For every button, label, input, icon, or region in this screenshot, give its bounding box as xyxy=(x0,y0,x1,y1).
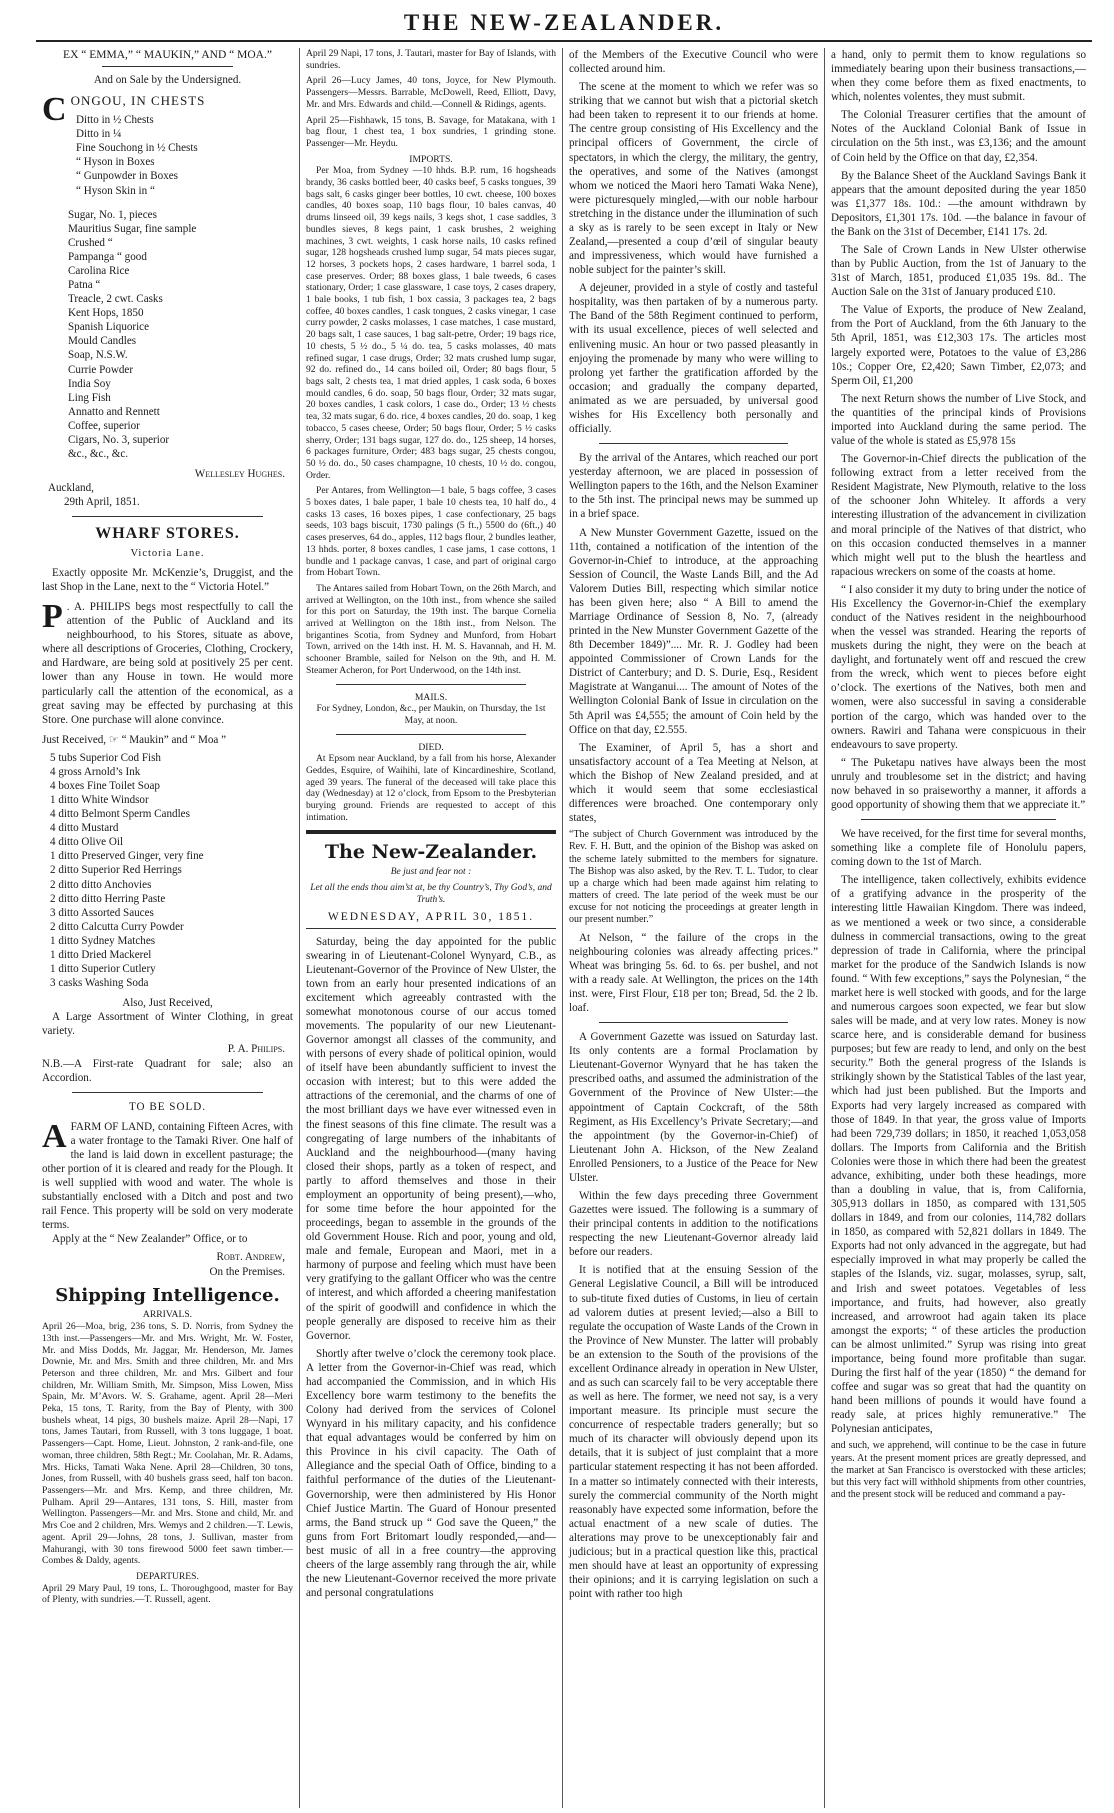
col4-treasurer: The Colonial Treasurer certifies that the amount of Notes of the Auckland Colonial Bank of Issue in circulation on the 5th inst., was £3,136; and the amount of Coin held by the Office on that day, £2,354. xyxy=(831,109,1086,164)
goods-list xyxy=(68,208,293,461)
list-item: 2 ditto ditto Herring Paste xyxy=(50,892,166,905)
wharf-paragraph: Exactly opposite Mr. McKenzie’s, Druggist, and the last Shop in the Lane, next to the “ Victoria Hotel.” xyxy=(42,566,293,593)
list-item: 1 ditto Sydney Matches xyxy=(50,934,156,947)
wharf-stores-heading: WHARF STORES. xyxy=(95,525,240,543)
list-item: Patna “ xyxy=(68,279,101,292)
drop-cap: C xyxy=(42,90,67,128)
divider-thick xyxy=(306,830,556,834)
andrew-signature: Robt. Andrew, xyxy=(216,1251,285,1264)
news-gazette: A New Munster Government Gazette, issued on the 11th, contained a notification of the intention of the Governor-in-Chief to introduce, at the approaching Session of Council, the Waste Lands Bill, and the Ad Valorem Duties Bill, respecting which similar notice has been given here; also “ A Bill to amend the Marriage Ordinance of Session 8, No. 7, (already printed in the New Munster Government Gazette of the 8th December 1849)”.... Mr. R. J. Godley had been appointed Commissioner of Crown Lands for the District of Canterbury; and D. S. Durie, Esq., Resident Magistrate at Wanganui.... The amount of Notes of the Wellington Colonial Bank of Issue in circulation on the 5th April was £4,555; the amount of Coin held by the Office on that day, £2.555. xyxy=(569,526,818,736)
editorial-p4: The scene at the moment to which we refer was so striking that we cannot but wish that a pictorial sketch had been taken to represent it to our friends at home. The centre group consisting of His Excellency and the principal officers of Government, the circle of spectators, in which the clergy, the military, the gentry, the operatives, and some of the Natives (amongst whom we noticed the Maori hero Tamati Waka Nene), were picturesquely mingled,—with our noble harbour stretching in the distance under the illumination of such a sky as is rarely to be seen except in Italy or New Zealand,—presented a coup d’œil of singular beauty and impressiveness, which would have furnished a noble subject for the painter’s skill. xyxy=(569,81,818,277)
divider xyxy=(72,1092,263,1093)
motto-line-2: Let all the ends thou aim’st at, be thy Country’s, Thy God’s, and Truth’s. xyxy=(310,882,552,905)
died-text: At Epsom near Auckland, by a fall from his horse, Alexander Geddes, Esquire, of Waihihi, late of Kincardineshire, Scotland, aged 39 years. The funeral of the deceased will take place this day (Wednesday) at 12 o’clock, from Epsom to the Presbyterian burying ground. Friends are requested to accept of this intimation. xyxy=(306,753,556,823)
col4-crown-lands: The Sale of Crown Lands in New Ulster otherwise than by Public Auction, from the 1st of January to the 31st of March, 1851, produced £1,035 19s. 8d.. The Auction Sale on the 31st of January produced £10. xyxy=(831,244,1086,299)
masthead: THE NEW-ZEALANDER. xyxy=(403,10,725,35)
wharf-stores-sub: Victoria Lane. xyxy=(130,547,205,559)
mails-text: For Sydney, London, &c., per Maukin, on Thursday, the 1st May, at noon. xyxy=(316,703,546,726)
list-item: Mould Candles xyxy=(68,335,137,348)
list-item: 2 ditto ditto Anchovies xyxy=(50,878,152,891)
list-item: Sugar, No. 1, pieces xyxy=(68,208,157,221)
wellesley-signature: Wellesley Hughes. xyxy=(194,468,285,481)
just-received: Just Received, ☞ “ Maukin” and “ Moa ” xyxy=(42,733,227,746)
napi-departure: April 29 Napi, 17 tons, J. Tautari, master for Bay of Islands, with sundries. xyxy=(306,48,556,71)
masthead-rule xyxy=(36,40,1092,42)
also-paragraph: A Large Assortment of Winter Clothing, in great variety. xyxy=(42,1011,293,1038)
editorial-p1: Saturday, being the day appointed for the public swearing in of Lieutenant-Colonel Wynyard, C.B., as Lieutenant-Governor of the Province of New Ulster, the town from an early hour presented indications of an excitement which agreeably contrasted with the somewhat monotonous course of our accus tomed movements. The popularity of our new Lieutenant-Governor amongst all classes of the community, and with persons of every shade of political opinion, would of itself have been abundantly sufficient to invest the occasion with interest; but to this were added the attractions of the ceremonial, and the charms of one of the most brilliant days we have ever witnessed even in the finest seasons of this fine climate. The result was a congregating of large numbers of the inhabitants of Auckland and the neighbourhood—(many having closed their shops, partly as a token of respect, and partly to afford themselves and those in their employment an opportunity of being present),—who, for some time before the hour appointed for the proceedings, began to assemble in the grounds of the old Government House. Rich and poor, young and old, male and female, European and Maori, met in a harmony of purpose and feeling which must have been very gratifying to the gallant Officer who was the centre of interest, and which afforded a cheering manifestation of the spirit of goodwill and confidence in which the people generally are disposed to receive him as their Governor. xyxy=(306,935,556,1342)
editorial-p2: Shortly after twelve o’clock the ceremony took place. A letter from the Governor-in-Chief was read, which had accompanied the Commission, and in which His Excellency bore warm testimony to the benefits the Colony had derived from the services of Colonel Wynyard in his military capacity, and his confidence that equal advantages would be conferred by him on this Province in his civil capacity. The Oath of Allegiance and the special Oath of Office, binding to a faithful performance of the duties of the Lieutenant-Governorship, were then administered by His Honor Chief Justice Martin. The Guard of Honour presented arms, the Band struck up “ God save the Queen,” the guns from Fort Britomart loudly responded,—and—best music of all in a free country—the approving cheers of the large assembly rang through the air, while the new Lieutenant-Governor received the more private and personal congratulations xyxy=(306,1347,556,1600)
col4-savings-bank: By the Balance Sheet of the Auckland Savings Bank it appears that the amount deposited during the year 1850 was £1,377 18s. 10d.: —the amount withdrawn by Depositors, £1,301 17s. 10d. —the balance in favour of the Bank on the 31st of December, £141 17s. 2d. xyxy=(831,169,1086,238)
col4-intelligence: The intelligence, taken collectively, exhibits evidence of a gratifying advance in the prosperity of the interesting little Hawaiian Kingdom. There was indeed, as we mentioned a week or two since, a considerable dulness in commercial transactions, owing to the great depression of trade in California, where the principal market for the produce of the Sandwich Islands is now found. “ With few exceptions,” says the Polynesian, “ the market here is well stocked with goods, and for the large and numerous cargoes soon expected, we fear but slow sales will be made, and at very low rates. Money is now scarce here, and is considerable demand for business purposes; but few are ready to lend, and only on the best security.” Both the general progress of the Islands is strikingly shown by the Statistical Tables of the last year, which had just been published. But the Imports and Exports had very largely increased as compared with those of 1849. In that year, the gross value of Imports had been 729,739 dollars; in 1850, it reached 1,053,058 dollars. The Imports from California and the British Colonies were those in which there had been the greatest advance, exhibiting, under both these headings, more than a doubling in value, that is, from California, 305,913 dollars in 1850, as compared with 131,505 dollars in 1849, and from our colonies, 114,782 dollars in 1850, as compared with 52,821 dollars in 1849. The Exports had not only advanced in the aggregate, but had especially improved in what may properly be called the staples of the Islands, viz. sugar, molasses, syrup, salt, and Irish and sweet potatoes. Vegetables of less importance, and fruits, had however, also greatly increased, and arrowroot had again taken its place amongst the exports; “ of these articles the production can be almost unlimited.” Syrup was rising into great importance, being found more profitable than sugar. During the first half of the year (1850) “ the demand for coffee and sugar was so great that had the quantity on hand been millions of pounds it would have found a ready sale, at prices highly remunerative.” The Polynesian anticipates, xyxy=(831,874,1086,1436)
list-item: Ditto in ½ Chests xyxy=(76,114,154,127)
editorial-p5: A dejeuner, provided in a style of costly and tasteful hospitality, was then partaken of by a numerous party. The Band of the 58th Regiment continued to perform, with its usual excellence, pieces of well selected and enlivening music. An hour or two passed pleasantly in enjoying the promenade by many who were willing to prolong yet farther the gratification afforded by the occasion; and gradually the company departed, animated as we are persuaded, by universal good wishes for His Excellency both personally and officially. xyxy=(569,282,818,436)
list-item: 3 casks Washing Soda xyxy=(50,977,149,990)
col4-puketapu: “ The Puketapu natives have always been the most unruly and troublesome set in the district; and having now behaved in so praiseworthy a manner, it affords a good opportunity of showing them that we appreciate it.” xyxy=(831,756,1086,811)
list-item: Cigars, No. 3, superior xyxy=(68,433,170,446)
column-4 xyxy=(824,48,1092,1808)
congou-heading: C ONGOU, IN CHESTS xyxy=(42,90,206,128)
list-item: 2 ditto Calcutta Curry Powder xyxy=(50,920,184,933)
ship-ad-sub: And on Sale by the Undersigned. xyxy=(93,73,242,86)
examiner-quote: “The subject of Church Government was introduced by the Rev. F. H. Butt, and the opinion of the Bishop was asked on the scheme lately submitted to the members for signature. The Bishop was also asked, by the Rev. T. L. Tudor, to clear up a charge which had been made against him relating to matters of creed. The late period of the week must be our excuse for not noticing the proceedings at greater length in our present number.” xyxy=(569,829,818,926)
issue-date: WEDNESDAY, APRIL 30, 1851. xyxy=(306,910,556,929)
col4-p1: a hand, only to permit them to know regulations so immediately bearing upon their business transactions,—when they come before them as fixed enactments, to which, nolentes volentes, they must submit. xyxy=(831,49,1086,104)
list-item: Fine Souchong in ½ Chests xyxy=(76,142,198,155)
divider xyxy=(599,443,788,444)
list-item: Coffee, superior xyxy=(68,419,140,432)
paper-title: The New-Zealander. xyxy=(324,840,538,863)
list-item: 1 ditto Superior Cutlery xyxy=(50,963,156,976)
col4-honolulu: We have received, for the first time for several months, something like a complete file of Honolulu papers, coming down to the 1st of March. xyxy=(831,828,1086,869)
moa-imports: Per Moa, from Sydney —10 hhds. B.P. rum, 16 hogsheads brandy, 36 casks bottled beer, 40 casks beef, 5 casks tongues, 39 bags salt, 6 casks ginger beer bottles, 10 cwt. cheese, 100 boxes candles, 40 boxes soap, 110 bags flour, 10 bales canvas, 40 drums linseed oil, 39 kegs nails, 3 kegs shot, 1 case saddles, 3 bundles sieves, 8 kegs paint, 1 cask brushes, 2 weighing machines, 3 cwt. weights, 1 cask horse nails, 10 casks refined sugar, 128 hogsheads crushed lump sugar, 54 mats pieces sugar, 12 horses, 3 pockets hops, 2 cases hardware, 1 barrel soda, 1 case preserves. Order; 88 boxes glass, 1 bale tweeds, 6 cases stationary, Order; 1 case glassware, 1 case toys, 2 cases drapery, 1 bale books, 1 tub fish, 1 box cassia, 3 packages tea, 2 bags coffee, 40 boxes candles, 1 cask tongues, 2 casks vinegar, 1 case curry powder, 2 casks molasses, 1 case matches, 1 case mustard, 20 bags salt, 1 case sauces, 1 bag salt-petre, Order; 19 bags rice, 10 chests, 5 ½ do., 5 ¼ do. tea, 5 casks molasses, 40 mats refined sugar, 1 case drugs, Order; 32 mats crushed lump sugar, 92 do. refined do., 14 cans boiled oil, Order; 80 bags flour, 5 bags salt, 2 chests tea, 1 mat dried apples, 1 cask soda, 6 boxes mould candles, 6 do. soap, 50 bags flour, Order; 32 mats sugar, 20 boxes candles, 1 cask colors, 1 case do., Order; 13 ½ chests tea, 32 mats sugar, 6 do. rice, 4 boxes candles, 20 do. soap, 1 keg tobacco, 5 cases cheese, Order; 50 bags flour, Order; 5 ½ casks sherry, Order; 131 bags sugar, 127 do. do., 125 sheep, 14 horses, 6 packages furniture, Order; 483 bags sugar, 25 chests congou, 50 ½ do. do., 50 cases champagne, 10 chests, 10 ½ do. congou, Order. xyxy=(306,165,556,481)
lucy-departure: April 26—Lucy James, 40 tons, Joyce, for New Plymouth. Passengers—Messrs. Barrable, McDowell, Reed, Elliott, Davy, Mr. and Mrs. Edwards and child.—Connell & Ridings, agents. xyxy=(306,75,556,110)
list-item: 1 ditto Dried Mackerel xyxy=(50,948,152,961)
list-item: Crushed “ xyxy=(68,236,113,249)
column-3 xyxy=(562,48,824,1808)
list-item: Annatto and Rennett xyxy=(68,405,160,418)
list-item: &c., &c., &c. xyxy=(68,447,129,460)
antares-sailing: The Antares sailed from Hobart Town, on the 26th March, and arrived at Wellington, on the 10th inst., from whence she sailed for this port on Saturday, the 19th inst. The barque Cornelia arrived at Wellington on the 18th inst., from Nelson. The brigantines Scotia, from Sydney and Munford, from Hobart Town, arrived on the 14th inst. H. M. S. Havannah, and H. M. schooner Bramble, sailed for Nelson on the 9th, and H. M. Steamer Acheron, for Port Underwood, on the 14th inst. xyxy=(306,582,556,676)
col4-governor-extract: The Governor-in-Chief directs the publication of the following extract from a letter received from the Resident Magistrate, New Plymouth, relative to the loss of the schooner John Whiteley. It affords a very interesting illustration of the advancement in civilization and moral principle of the Natives of that district, who on this occasion conducted themselves in a manner which might well put to the blush the heartless and rapacious wreckers on some of the coasts at home. xyxy=(831,453,1086,578)
died-heading: DIED. xyxy=(418,741,444,753)
fishhawk-departure: April 25—Fishhawk, 15 tons, B. Savage, for Matakana, with 1 bag flour, 1 chest tea, 1 box sundries, 1 grinding stone. Passenger—Mr. Heydu. xyxy=(306,114,556,149)
list-item: Pampanga “ good xyxy=(68,250,147,263)
apply-line: Apply at the “ New Zealander” Office, or to xyxy=(52,1233,248,1246)
also-received: Also, Just Received, xyxy=(122,997,213,1010)
ship-ad-title: EX “ EMMA,” “ MAUKIN,” AND “ MOA.” xyxy=(63,49,272,61)
to-be-sold-heading: TO BE SOLD. xyxy=(128,1100,207,1113)
list-item: Carolina Rice xyxy=(68,264,130,277)
divider xyxy=(336,734,526,735)
editorial-p3: of the Members of the Executive Council who were collected around him. xyxy=(569,49,818,76)
list-item: Spanish Liquorice xyxy=(68,321,150,334)
list-item: 5 tubs Superior Cod Fish xyxy=(50,751,161,764)
antares-imports: Per Antares, from Wellington—1 bale, 5 bags coffee, 3 cases 5 boxes dates, 1 bale paper, 1 bale 10 chests tea, 10 half do., 4 casks 13 cases, 16 boxes pipes, 1 case confectionary, 25 bags seeds, 103 bags biscuit, 1730 palings (5 ft.,) 5500 do (6ft.,) 40 cases preserves, 64 do., apples, 112 bags flour, 2 bundles leather, 13 hhds. porter, 8 boxes candles, 1 case jams, 1 case cottons, 1 bundle and 1 package canvas, 1 case, and part of original cargo from Hobart Town. xyxy=(306,485,556,579)
news-legislative-council: It is notified that at the ensuing Session of the General Legislative Council, a Bill will be introduced to sub-titute fixed duties of Customs, in lieu of certain ad valorem duties at present levied;—also a Bill to regulate the occupation of Waste Lands of the Crown in the Province of New Munster. The latter will probably be an extension to the South of the provisions of the excellent Ordinance already in operation in New Ulster, and as such can scarcely fail to be very acceptable there as well as here. The former, we need not say, is a very important measure. Its principle must secure the concurrence of respectable traders generally; but so much of its character will obviously depend upon its details, that it is subject of just complaint that a more particular statement respecting it has not been afforded. In a matter so intimately connected with their interests, surely the commercial community of the North might reasonably have expected some information, before the actual enactment of a new scale of duties. The alterations may prove to be unexceptionably fair and judicious; but in a practical question like this, practical men should have at least an opportunity of expressing their opinions; and it is carrying legislation on such a point with rather too high xyxy=(569,1264,818,1601)
news-nelson-prices: At Nelson, “ the failure of the crops in the neighbouring colonies was already affecting prices.” Wheat was bringing 5s. 6d. to 6s. per bushel, and not with a ready sale. At Wellington, the prices on the 14th inst. were, First Flour, £18 per ton; Bread, 5d. the 2 lb. loaf. xyxy=(569,931,818,1015)
col4-polynesian-quote: and such, we apprehend, will continue to be the case in future years. At the present moment prices are greatly depressed, and the market at San Francisco is overstocked with these articles; but this very fact will withhold shipments from other countries, and the present stock will be reduced and command a pay- xyxy=(831,1440,1086,1501)
mails-heading: MAILS. xyxy=(414,691,448,703)
list-item: Ling Fish xyxy=(68,391,111,404)
list-item: Mauritius Sugar, fine sample xyxy=(68,222,197,235)
list-item: 1 ditto Preserved Ginger, very fine xyxy=(50,850,204,863)
received-list xyxy=(50,751,293,990)
motto-line-1: Be just and fear not : xyxy=(390,866,472,877)
list-item: “ Gunpowder in Boxes xyxy=(76,170,178,183)
list-item: Currie Powder xyxy=(68,363,134,376)
divider xyxy=(336,684,526,685)
imports-heading: IMPORTS. xyxy=(409,153,453,165)
list-item: Soap, N.S.W. xyxy=(68,349,128,362)
arrivals-heading: ARRIVALS. xyxy=(142,1309,193,1321)
drop-cap: P xyxy=(42,598,63,636)
list-item: 4 boxes Fine Toilet Soap xyxy=(50,780,160,793)
philips-signature: P. A. Philips. xyxy=(227,1043,285,1056)
news-three-gazettes: Within the few days preceding three Government Gazettes were issued. The following is a summary of their principal contents in addition to the notifications respecting the new Lieutenant-Governor already laid before our readers. xyxy=(569,1189,818,1259)
list-item: India Soy xyxy=(68,377,111,390)
auckland-label: Auckland, xyxy=(48,482,94,495)
list-item: 2 ditto Superior Red Herrings xyxy=(50,864,182,877)
philips-ad: P . A. PHILIPS begs most respectfully to call the attention of the Public of Auckland and its neighbourhood, to his Stores, situate as above, where all descriptions of Groceries, Clothing, Crockery, and Hardware, are being sold at positively 25 per cent. lower than any House in town. He would more particularly call the attention of the economical, as a great saving may be effected by purchasing at this Store. One purchase will alone convince. xyxy=(42,598,293,726)
shipping-heading: Shipping Intelligence. xyxy=(55,1284,280,1306)
divider xyxy=(72,516,263,517)
news-government-gazette: A Government Gazette was issued on Saturday last. Its only contents are a formal Proclamation by Lieutenant-Governor Wynyard that he has taken the prescribed oaths, and assumed the administration of the Government of the Province of New Ulster:—the appointment of Captain Cockcraft, of the 58th Regiment, as His Excellency’s Private Secretary;—and the appointment (by the Governor-in-Chief) of Lieutenant John A. Hickson, of the New Zealand Enrolled Pensioners, to a Justice of the Peace for New Ulster. xyxy=(569,1031,818,1184)
list-item: “ Hyson Skin in “ xyxy=(76,184,155,197)
list-item: Treacle, 2 cwt. Casks xyxy=(68,293,163,306)
divider xyxy=(599,1022,788,1023)
list-item: 3 ditto Assorted Sauces xyxy=(50,906,154,919)
auckland-date: 29th April, 1851. xyxy=(64,496,140,509)
news-examiner: The Examiner, of April 5, has a short and unsatisfactory account of a Tea Meeting at Nelson, at which the Bishop of New Zealand presided, and at which it would seem that some ecclesiastical differences were broached. One contemporary only states, xyxy=(569,741,818,825)
list-item: 1 ditto White Windsor xyxy=(50,794,149,807)
col4-live-stock: The next Return shows the number of Live Stock, and the quantities of the principal kinds of Provisions imported into Auckland during the same period. The value of the whole is stated as £5,978 15s xyxy=(831,392,1086,448)
departures-heading: DEPARTURES. xyxy=(136,1570,199,1582)
list-item: “ Hyson in Boxes xyxy=(76,156,155,169)
col4-letter-quote: “ I also consider it my duty to bring under the notice of His Excellency the Governor-in-Chief the exemplary conduct of the Natives resident in the neighbourhood when the vessel was stranded. Hearing the reports of muskets during the night, they were on the beach at daylight, and fortunately went off and rescued the crew from the wreck, which went to pieces before eight o’clock. The exertions of the Natives, both men and women, were also successful in saving a considerable portion of the cargo, which was handed over to the owners. Rawiri and Tahana were conspicuous in their endeavours to save property. xyxy=(831,583,1086,751)
farm-ad: A FARM OF LAND, containing Fifteen Acres, with a water frontage to the Tamaki River. One half of the land is laid down in excellent pasturage; the other portion of it is cleared and ready for the Plough. It is well supplied with wood and water. The whole is substantially enclosed with a Ditch and post and two rail Fence. This property will be sold on very moderate terms. xyxy=(42,1117,293,1232)
list-item: 4 ditto Mustard xyxy=(50,822,119,835)
divider xyxy=(102,66,233,67)
col4-exports: The Value of Exports, the produce of New Zealand, from the Port of Auckland, from the 6th January to the 5th April, 1851, was £12,303 17s. The articles most largely exported were, Potatoes to the value of £3,286 10s.; Copper Ore, £2,420; Sawn Timber, £2,073; and Sperm Oil, £1,200 xyxy=(831,304,1086,387)
nb-note: N.B.—A First-rate Quadrant for sale; also an Accordion. xyxy=(42,1057,293,1084)
list-item: Kent Hops, 1850 xyxy=(68,307,144,320)
column-2 xyxy=(299,48,562,1808)
list-item: 4 ditto Olive Oil xyxy=(50,836,124,849)
premises-line: On the Premises. xyxy=(209,1265,285,1278)
column-1 xyxy=(36,48,299,1808)
list-item: Ditto in ¼ xyxy=(76,128,122,141)
news-antares: By the arrival of the Antares, which reached our port yesterday afternoon, we are placed in possession of Wellington papers to the 16th, and the Nelson Examiner to the 5th inst. The principal news may be summed up in a brief space. xyxy=(569,452,818,521)
columns xyxy=(36,48,1092,1808)
list-item: 4 ditto Belmont Sperm Candles xyxy=(50,808,190,821)
tea-list xyxy=(76,113,293,197)
arrivals-text: April 26—Moa, brig, 236 tons, S. D. Norris, from Sydney the 13th inst.—Passengers—Mr. and Mrs. Wright, Mr. W. Foster, Mr. and Miss Dodds, Mr. Jaggar, Mr. Henderson, Mr. James Downie, Mr. and Mrs. Smith and three children, Mr. and Mrs Peterson and three children, Mr. and Mrs. Gilbert and four children, Mr. William Smith, Mr. Simpson, Miss Lowen, Miss Spain, Mr. M’Avors. W. S. Grahame, agent. April 28—Meri Peka, 15 tons, T. Rarity, from the Bay of Plenty, with 300 bushels wheat, 14 pigs, 30 bushels maize. April 28—Napi, 17 tons, James Tautari, from Russell, with 3 tons luggage, 1 boat. Passengers—Capt. Home, Lieut. Johnston, 2 rank-and-file, one woman, three children, 58th Regt.; Mr. Coolahan, Mr. R. Adams, Mrs. Hicks, Tamati Waka Nene. April 28—Children, 30 tons, Jones, from Russell, with 40 bushels grass seed, half ton bacon. Passengers—Mr. and Mrs. Kemp, and three children, Mr. Pulham. April 29—Antares, 131 tons, S. Hill, master from Wellington. Passengers—Mr. and Mrs. Stone and child, Mr. and Mrs Coe and 2 children, Mrs. Wemys and 2 children.—T. Lewis, agent. April 29—Johns, 28 tons, J. Sullivan, master from Mahurangi, with 30 tons firewood 5000 feet sawn timber.—Combes & Daldy, agents. xyxy=(42,1321,293,1567)
departures-text: April 29 Mary Paul, 19 tons, L. Thoroughgood, master for Bay of Plenty, with sundries.—T. Russell, agent. xyxy=(42,1582,293,1606)
list-item: 4 gross Arnold’s Ink xyxy=(50,765,141,778)
divider xyxy=(861,819,1056,820)
drop-cap: A xyxy=(42,1117,67,1155)
